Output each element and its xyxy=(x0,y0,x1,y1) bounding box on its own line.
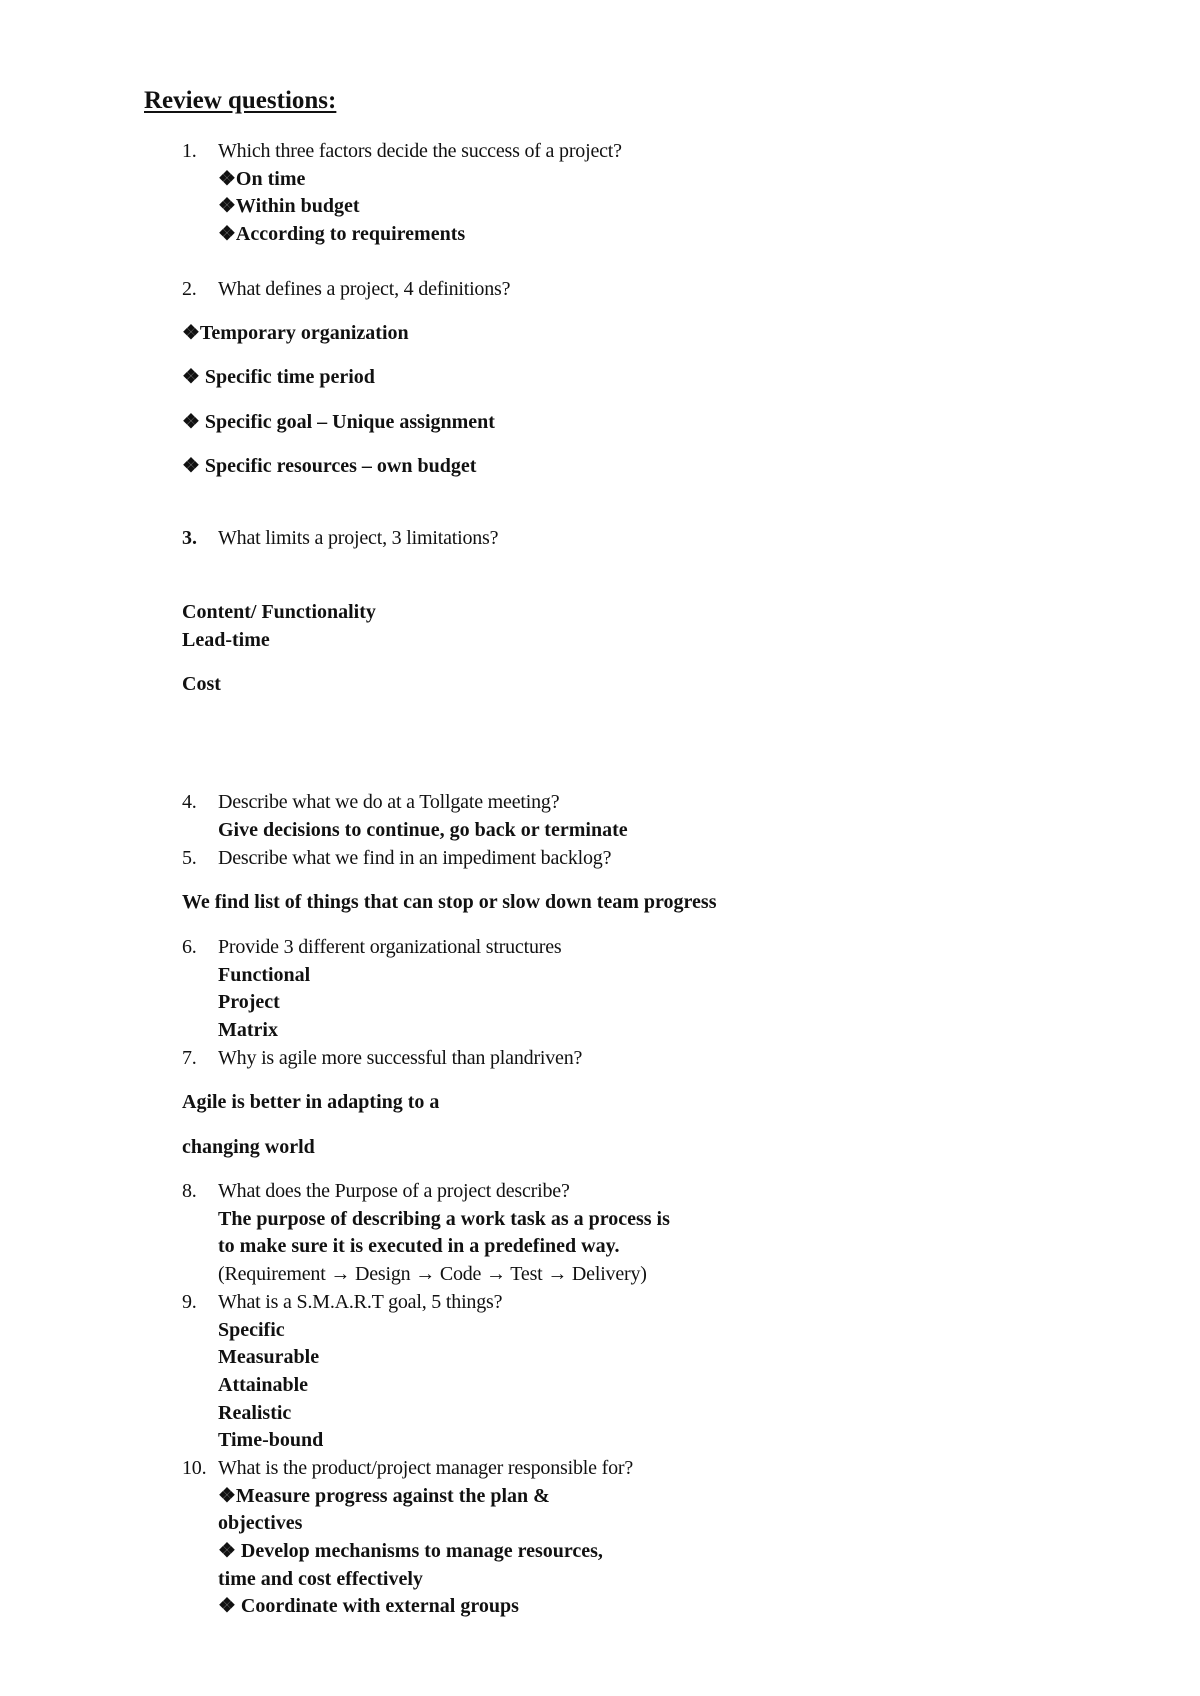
question-7-answer-2: changing world xyxy=(182,1136,315,1158)
question-10-text: What is the product/project manager responsible for? xyxy=(218,1457,634,1479)
question-3-answer-2: Lead-time xyxy=(182,629,270,651)
question-8-answer-1: The purpose of describing a work task as a process is xyxy=(218,1208,670,1230)
question-1-answer-3: ❖According to requirements xyxy=(218,223,466,245)
question-9-number: 9. xyxy=(182,1291,197,1313)
question-2-answer-4: ❖ Specific resources – own budget xyxy=(182,455,477,477)
question-10-answer-5: ❖ Coordinate with external groups xyxy=(218,1595,519,1617)
question-1-text: Which three factors decide the success of a project? xyxy=(218,140,622,162)
question-10-answer-2: objectives xyxy=(218,1512,303,1534)
question-1-number: 1. xyxy=(182,140,197,162)
question-10-number: 10. xyxy=(182,1457,207,1479)
question-6-answer-1: Functional xyxy=(218,964,311,986)
question-6-number: 6. xyxy=(182,936,197,958)
question-8-text: What does the Purpose of a project describe? xyxy=(218,1180,570,1202)
question-8-note: (Requirement → Design → Code → Test → Delivery) xyxy=(218,1263,647,1285)
question-3-number: 3. xyxy=(182,527,197,549)
question-10-answer-3: ❖ Develop mechanisms to manage resources, xyxy=(218,1540,603,1562)
question-6-answer-3: Matrix xyxy=(218,1019,278,1041)
question-4-text: Describe what we do at a Tollgate meeting? xyxy=(218,791,560,813)
question-1-answer-1: ❖On time xyxy=(218,168,306,190)
question-2-text: What defines a project, 4 definitions? xyxy=(218,278,511,300)
page-title: Review questions: xyxy=(144,87,337,114)
question-9-answer-2: Measurable xyxy=(218,1346,320,1368)
question-7-number: 7. xyxy=(182,1047,197,1069)
question-9-answer-4: Realistic xyxy=(218,1402,292,1424)
question-2-answer-3: ❖ Specific goal – Unique assignment xyxy=(182,411,495,433)
question-3-text: What limits a project, 3 limitations? xyxy=(218,527,499,549)
question-2-number: 2. xyxy=(182,278,197,300)
question-3-answer-1: Content/ Functionality xyxy=(182,601,376,623)
question-10-answer-1: ❖Measure progress against the plan & xyxy=(218,1485,550,1507)
question-4-number: 4. xyxy=(182,791,197,813)
question-5-text: Describe what we find in an impediment backlog? xyxy=(218,847,612,869)
question-2-answer-1: ❖Temporary organization xyxy=(182,322,409,344)
question-10-answer-4: time and cost effectively xyxy=(218,1568,423,1590)
question-2-answer-2: ❖ Specific time period xyxy=(182,366,375,388)
question-1-answer-2: ❖Within budget xyxy=(218,195,360,217)
question-8-answer-2: to make sure it is executed in a predefined way. xyxy=(218,1235,620,1257)
question-6-answer-2: Project xyxy=(218,991,280,1013)
question-9-text: What is a S.M.A.R.T goal, 5 things? xyxy=(218,1291,503,1313)
question-8-number: 8. xyxy=(182,1180,197,1202)
question-6-text: Provide 3 different organizational structures xyxy=(218,936,562,958)
question-5-number: 5. xyxy=(182,847,197,869)
question-5-answer: We find list of things that can stop or slow down team progress xyxy=(182,891,717,913)
question-7-text: Why is agile more successful than plandriven? xyxy=(218,1047,583,1069)
question-3-answer-3: Cost xyxy=(182,673,221,695)
question-9-answer-3: Attainable xyxy=(218,1374,308,1396)
question-9-answer-1: Specific xyxy=(218,1319,285,1341)
question-4-answer: Give decisions to continue, go back or terminate xyxy=(218,819,628,841)
question-9-answer-5: Time-bound xyxy=(218,1429,324,1451)
question-7-answer-1: Agile is better in adapting to a xyxy=(182,1091,440,1113)
